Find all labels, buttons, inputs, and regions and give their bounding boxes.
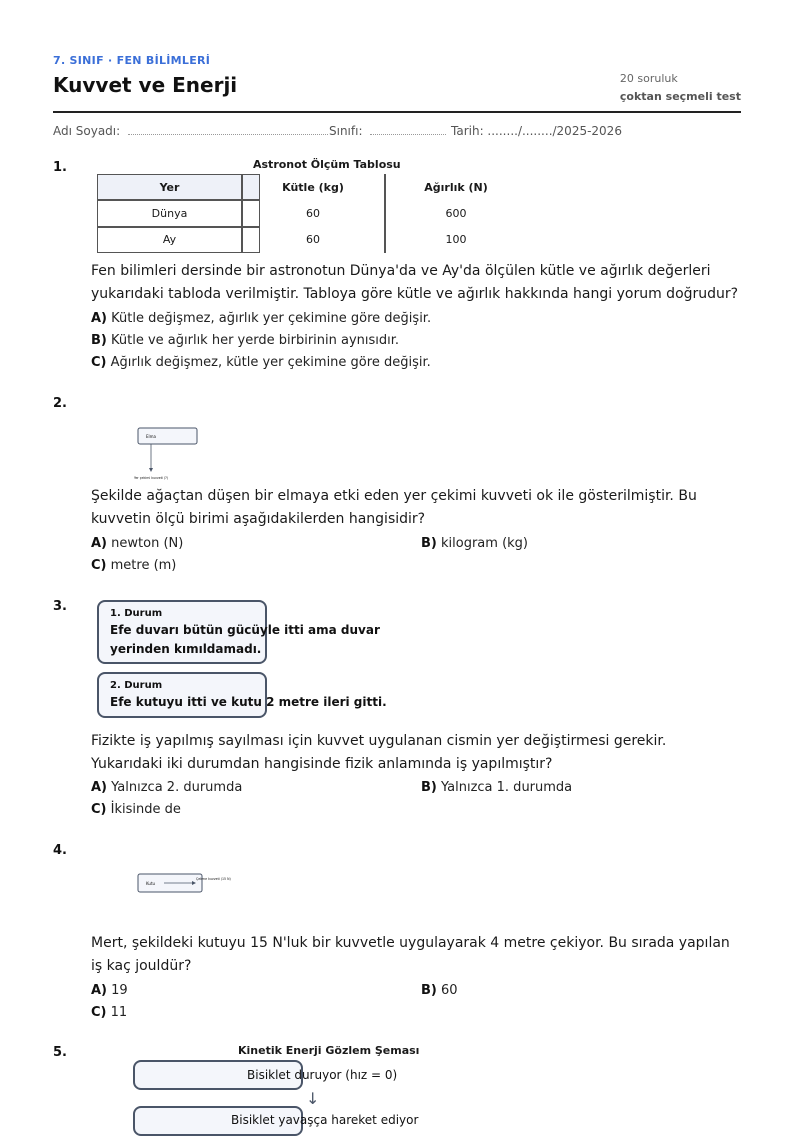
option-text: 11 xyxy=(110,1005,128,1020)
option-text: newton (N) xyxy=(111,536,184,551)
option-letter: C) xyxy=(91,355,107,370)
name-field[interactable] xyxy=(53,124,328,138)
table-cell: Dünya xyxy=(151,207,188,220)
test-type: çoktan seçmeli test xyxy=(619,90,741,103)
option-b[interactable] xyxy=(421,983,458,998)
option-letter: C) xyxy=(91,558,107,573)
option-letter: A) xyxy=(91,780,108,795)
option-c[interactable] xyxy=(91,558,176,573)
case-1-label: 1. Durum xyxy=(110,608,163,619)
option-letter: B) xyxy=(421,983,437,998)
case-2-text: Efe kutuyu itti ve kutu 2 metre ileri gitti. xyxy=(110,695,387,709)
table-header-cell: Yer xyxy=(159,181,180,194)
class-blank xyxy=(370,125,446,135)
option-text: Yalnızca 1. durumda xyxy=(441,780,573,795)
case-1-text: Efe duvarı bütün gücüyle itti ama duvar xyxy=(110,623,380,637)
option-letter: B) xyxy=(91,333,107,348)
question-number: 2. xyxy=(53,396,67,411)
down-arrow-icon: ↓ xyxy=(306,1089,320,1108)
option-text: Kütle ve ağırlık her yerde birbirinin aynısıdır. xyxy=(111,333,400,348)
question-stem: Mert, şekildeki kutuyu 15 N'luk bir kuvvetle uygulayarak 4 metre çekiyor. Bu sırada yapılan iş kaç jouldür? xyxy=(91,935,730,974)
question-number: 1. xyxy=(53,160,67,175)
option-c[interactable] xyxy=(91,355,431,370)
option-text: İkisinde de xyxy=(110,802,181,817)
option-letter: A) xyxy=(91,536,108,551)
question-stem: Fen bilimleri dersinde bir astronotun Dünya'da ve Ay'da ölçülen kütle ve ağırlık değerleri yukarıdaki tabloda verilmiştir. Tabloya göre kütle ve ağırlık hakkında hangi yorum doğrudur? xyxy=(91,263,739,302)
apple-box-label: Elma xyxy=(146,434,156,439)
question-stem: Fizikte iş yapılmış sayılması için kuvvet uygulanan cismin yer değiştirmesi gerekir. Yukarıdaki iki durumdan hangisinde fizik anlamında iş yapılmıştır? xyxy=(91,733,667,772)
schema-caption: Kinetik Enerji Gözlem Şeması xyxy=(238,1044,420,1057)
table-header-cell: Kütle (kg) xyxy=(282,181,344,194)
table-divider xyxy=(384,174,386,253)
box-label: Kutu xyxy=(146,881,156,886)
option-text: metre (m) xyxy=(110,558,177,573)
table-cell: Ay xyxy=(162,233,177,246)
table-cell: 100 xyxy=(445,233,467,246)
option-a[interactable] xyxy=(91,780,242,795)
option-b[interactable] xyxy=(421,780,572,795)
table-cell: 60 xyxy=(306,233,320,246)
page-header xyxy=(53,54,741,103)
case-2-label: 2. Durum xyxy=(110,680,163,691)
table-divider xyxy=(97,199,260,201)
option-c[interactable] xyxy=(91,802,181,817)
arrow-label: Çekme kuvveti (15 N) xyxy=(196,877,231,881)
option-text: 19 xyxy=(111,983,128,998)
class-label: Sınıfı: xyxy=(329,124,363,138)
option-letter: C) xyxy=(91,802,107,817)
table-header-cell: Ağırlık (N) xyxy=(424,181,488,194)
question-number: 4. xyxy=(53,843,67,858)
option-a[interactable] xyxy=(91,311,431,326)
schema-step-text: Bisiklet duruyor (hız = 0) xyxy=(247,1068,398,1082)
option-text: kilogram (kg) xyxy=(441,536,528,551)
table-cell: 60 xyxy=(306,207,320,220)
arrow-label: Yer çekimi kuvveti (?) xyxy=(133,476,169,480)
question-number: 5. xyxy=(53,1045,67,1060)
option-letter: C) xyxy=(91,1005,107,1020)
question-stem: Şekilde ağaçtan düşen bir elmaya etki eden yer çekimi kuvveti ok ile gösterilmiştir. Bu kuvvetin ölçü birimi aşağıdakilerden hangisidir? xyxy=(91,488,697,527)
table-caption: Astronot Ölçüm Tablosu xyxy=(253,158,401,171)
option-letter: B) xyxy=(421,536,437,551)
date-field[interactable]: Tarih: ......../......../2025-2026 xyxy=(451,124,622,138)
option-a[interactable] xyxy=(91,983,128,998)
apple-gravity-figure xyxy=(130,424,210,486)
option-text: Ağırlık değişmez, kütle yer çekimine göre değişir. xyxy=(110,355,431,370)
table-cell: 600 xyxy=(445,207,467,220)
question-count: 20 soruluk xyxy=(619,72,678,85)
option-a[interactable] xyxy=(91,536,183,551)
grade-label: 7. SINIF · FEN BİLİMLERİ xyxy=(53,54,211,67)
question-number: 3. xyxy=(53,599,67,614)
option-c[interactable] xyxy=(91,1005,127,1020)
table-divider xyxy=(97,226,260,228)
option-letter: A) xyxy=(91,983,108,998)
test-meta xyxy=(620,72,741,103)
option-text: Yalnızca 2. durumda xyxy=(111,780,243,795)
option-b[interactable] xyxy=(421,536,528,551)
option-b[interactable] xyxy=(91,333,399,348)
schema-step-text: Bisiklet yavaşça hareket ediyor xyxy=(231,1113,419,1127)
class-field[interactable] xyxy=(329,124,446,138)
name-label: Adı Soyadı: xyxy=(53,124,121,138)
option-letter: A) xyxy=(91,311,108,326)
arrow-head xyxy=(149,468,153,472)
option-text: Kütle değişmez, ağırlık yer çekimine göre değişir. xyxy=(111,311,432,326)
page-title: Kuvvet ve Enerji xyxy=(53,73,238,97)
option-text: 60 xyxy=(441,983,458,998)
header-divider xyxy=(53,111,741,113)
box-pull-figure xyxy=(134,870,231,896)
case-1-text: yerinden kımıldamadı. xyxy=(110,642,262,656)
option-letter: B) xyxy=(421,780,437,795)
name-blank xyxy=(128,125,328,135)
